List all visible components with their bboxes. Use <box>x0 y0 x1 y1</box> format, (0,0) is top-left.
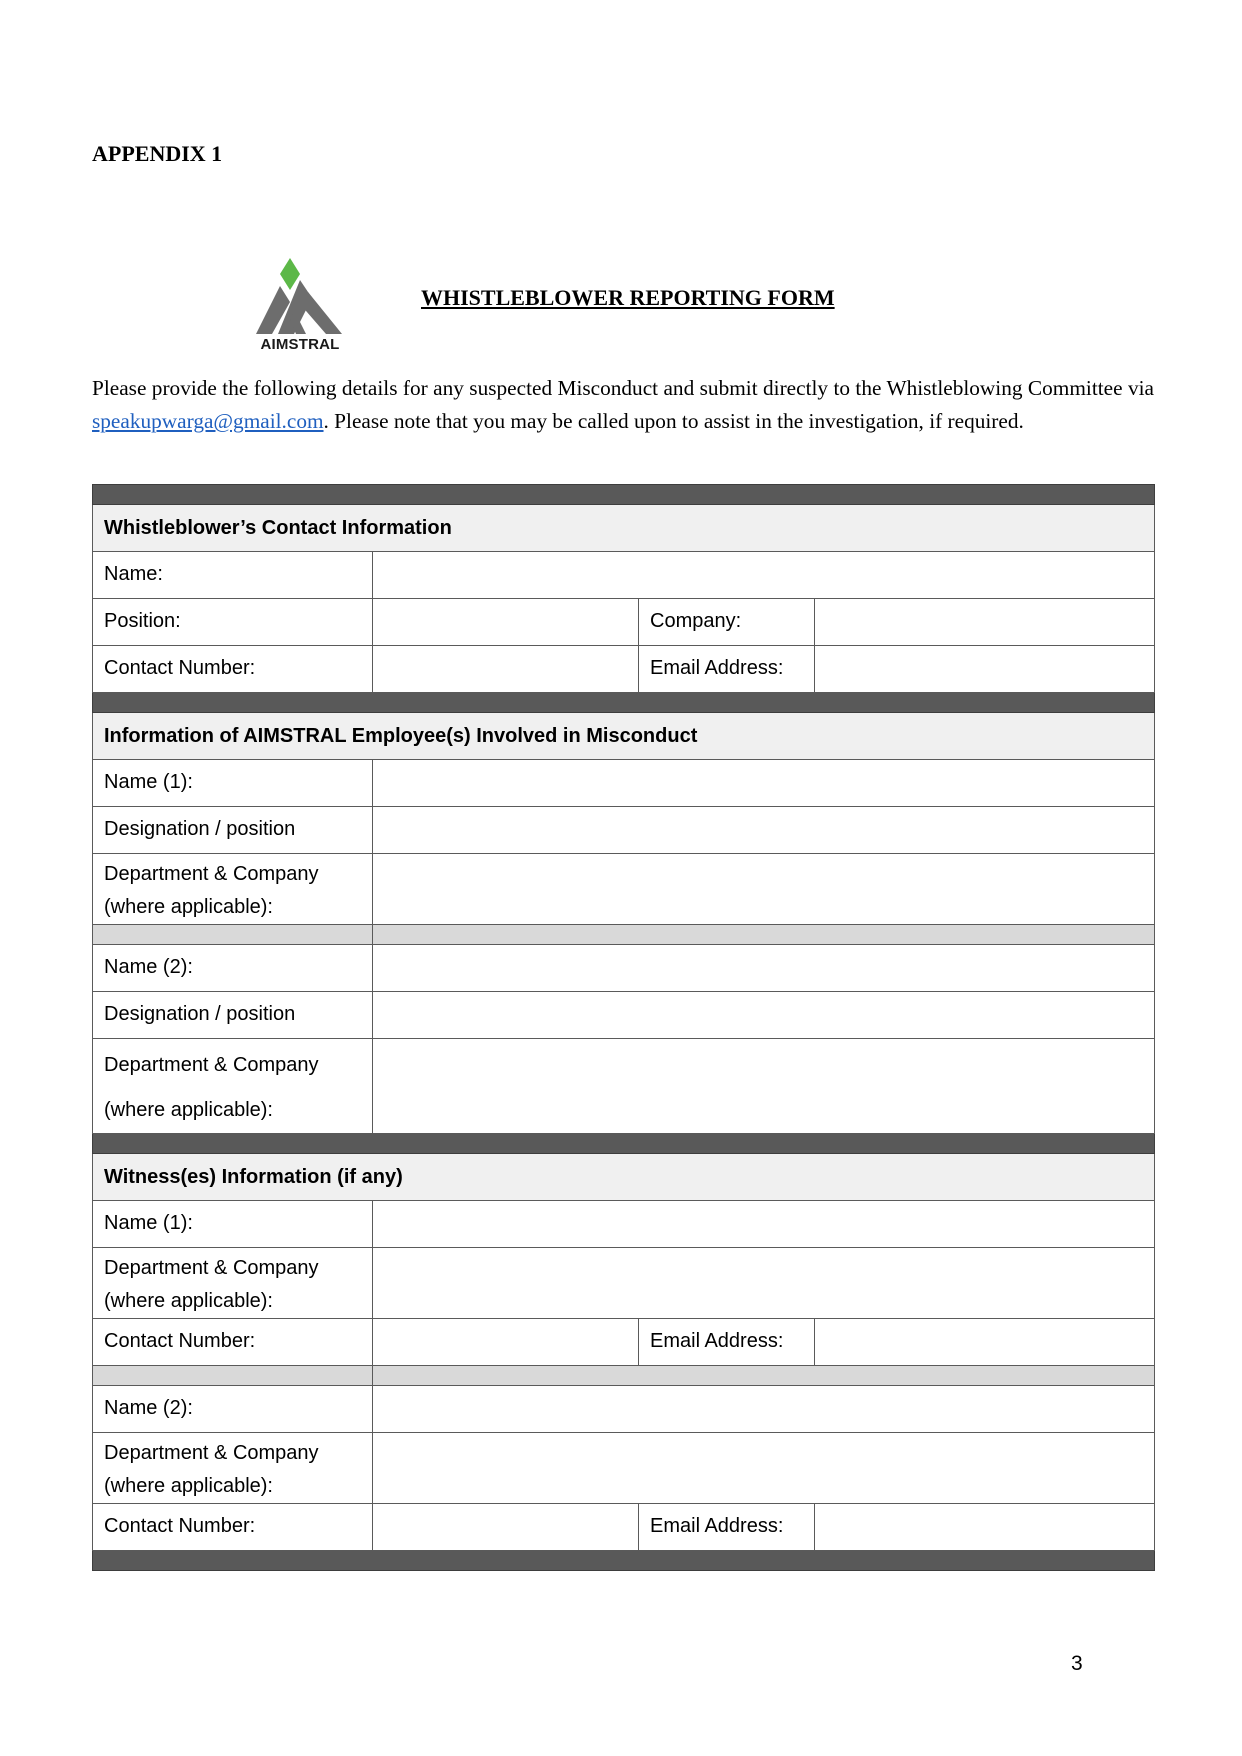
field-label-line-2: (where applicable): <box>104 1099 273 1121</box>
field-label: Contact Number: <box>93 1504 373 1551</box>
form-row-witness-1-contact <box>93 1319 1155 1366</box>
form-row-employee-1-name <box>93 760 1155 807</box>
field-label <box>93 1039 373 1134</box>
field-label-line-1: Department & Company <box>104 1257 319 1279</box>
whistleblower-company-input[interactable] <box>815 599 1155 646</box>
form-row-witness-2-contact <box>93 1504 1155 1551</box>
field-label: Email Address: <box>639 1504 815 1551</box>
employee-2-designation-input[interactable] <box>373 992 1155 1039</box>
whistleblower-form-table <box>92 484 1155 1571</box>
section-header-whistleblower <box>93 505 1155 552</box>
field-label: Designation / position <box>93 992 373 1039</box>
field-label: Name (1): <box>93 760 373 807</box>
field-label: Email Address: <box>639 1319 815 1366</box>
witness-2-contact-input[interactable] <box>373 1504 639 1551</box>
field-label <box>93 1248 373 1319</box>
intro-text-before: Please provide the following details for any suspected Misconduct and submit directly to the Whistleblowing Committee via <box>92 376 1154 400</box>
whistleblower-position-input[interactable] <box>373 599 639 646</box>
field-label: Name (2): <box>93 1386 373 1433</box>
logo-wordmark: AIMSTRAL <box>260 336 340 353</box>
form-row-employee-2-name <box>93 945 1155 992</box>
field-label: Company: <box>639 599 815 646</box>
form-row-witness-1-department <box>93 1248 1155 1319</box>
section-divider-bar <box>93 1134 1155 1154</box>
section-divider-bar <box>93 485 1155 505</box>
field-label <box>93 1433 373 1504</box>
section-divider-bar <box>93 693 1155 713</box>
witness-1-email-input[interactable] <box>815 1319 1155 1366</box>
field-label: Contact Number: <box>93 1319 373 1366</box>
witness-2-department-input[interactable] <box>373 1433 1155 1504</box>
employee-2-name-input[interactable] <box>373 945 1155 992</box>
field-label: Name (2): <box>93 945 373 992</box>
row-spacer <box>93 1366 1155 1386</box>
section-divider-bar <box>93 1551 1155 1571</box>
field-label-line-1: Department & Company <box>104 863 319 885</box>
witness-2-email-input[interactable] <box>815 1504 1155 1551</box>
form-row-employee-2-designation <box>93 992 1155 1039</box>
company-logo <box>250 256 350 356</box>
employee-1-name-input[interactable] <box>373 760 1155 807</box>
section-heading: Witness(es) Information (if any) <box>93 1154 1155 1201</box>
whistleblower-contact-input[interactable] <box>373 646 639 693</box>
witness-2-name-input[interactable] <box>373 1386 1155 1433</box>
form-row-employee-2-department <box>93 1039 1155 1134</box>
field-label <box>93 854 373 925</box>
form-title: WHISTLEBLOWER REPORTING FORM <box>421 285 835 310</box>
field-label-line-1: Department & Company <box>104 1442 319 1464</box>
field-label-line-2: (where applicable): <box>104 896 273 918</box>
intro-text-after: . Please note that you may be called upon to assist in the investigation, if required. <box>323 409 1024 433</box>
form-row-name <box>93 552 1155 599</box>
whistleblower-email-input[interactable] <box>815 646 1155 693</box>
form-row-witness-2-department <box>93 1433 1155 1504</box>
row-spacer <box>93 925 1155 945</box>
field-label-line-2: (where applicable): <box>104 1475 273 1497</box>
section-heading: Whistleblower’s Contact Information <box>93 505 1155 552</box>
employee-1-department-input[interactable] <box>373 854 1155 925</box>
intro-paragraph <box>92 372 1154 438</box>
appendix-label: APPENDIX 1 <box>92 141 223 166</box>
form-row-witness-2-name <box>93 1386 1155 1433</box>
form-row-employee-1-designation <box>93 807 1155 854</box>
whistleblower-name-input[interactable] <box>373 552 1155 599</box>
form-row-contact <box>93 646 1155 693</box>
section-header-witnesses <box>93 1154 1155 1201</box>
witness-1-contact-input[interactable] <box>373 1319 639 1366</box>
witness-1-name-input[interactable] <box>373 1201 1155 1248</box>
field-label: Contact Number: <box>93 646 373 693</box>
aimstral-mountain-icon <box>250 256 350 336</box>
section-header-employees <box>93 713 1155 760</box>
field-label-line-1: Department & Company <box>104 1054 319 1076</box>
field-label: Email Address: <box>639 646 815 693</box>
page-number: 3 <box>1071 1652 1083 1675</box>
field-label: Name: <box>93 552 373 599</box>
form-row-employee-1-department <box>93 854 1155 925</box>
employee-2-department-input[interactable] <box>373 1039 1155 1134</box>
section-heading: Information of AIMSTRAL Employee(s) Involved in Misconduct <box>93 713 1155 760</box>
field-label-line-2: (where applicable): <box>104 1290 273 1312</box>
field-label: Position: <box>93 599 373 646</box>
form-row-witness-1-name <box>93 1201 1155 1248</box>
field-label: Designation / position <box>93 807 373 854</box>
employee-1-designation-input[interactable] <box>373 807 1155 854</box>
email-link[interactable]: speakupwarga@gmail.com <box>92 409 324 433</box>
witness-1-department-input[interactable] <box>373 1248 1155 1319</box>
form-row-position <box>93 599 1155 646</box>
field-label: Name (1): <box>93 1201 373 1248</box>
